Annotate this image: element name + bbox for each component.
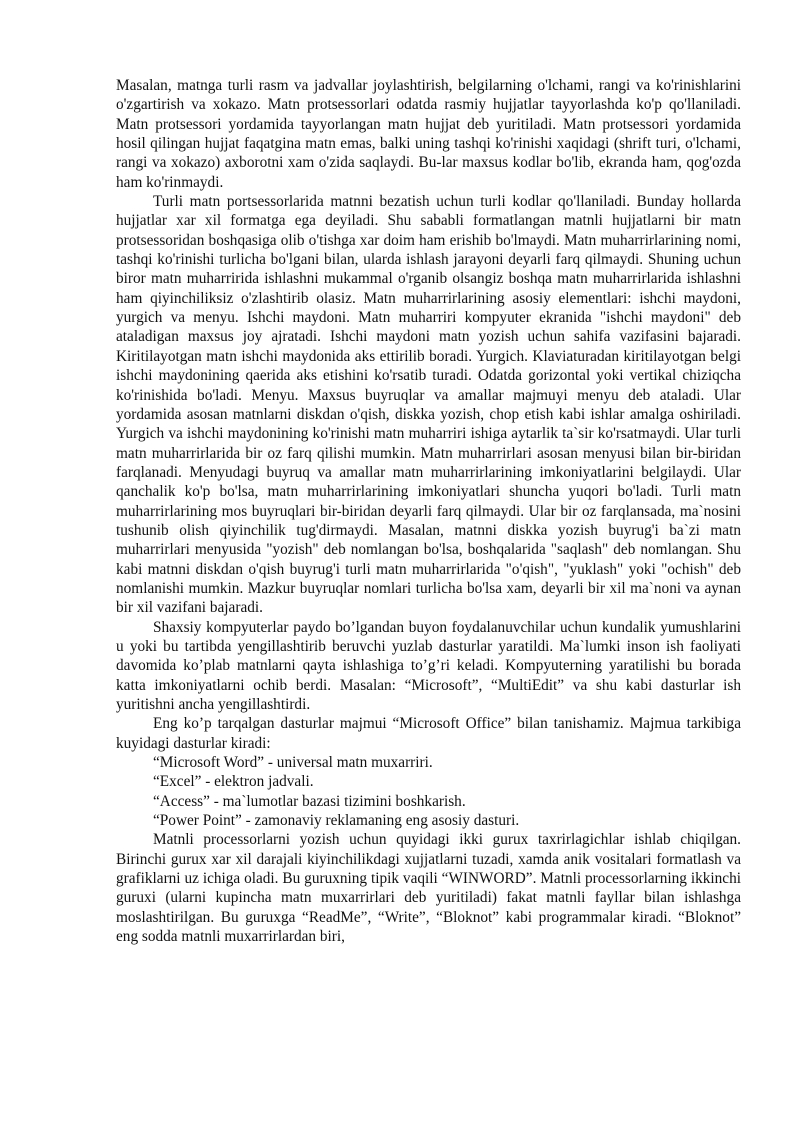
paragraph-intro-continuation: Masalan, matnga turli rasm va jadvallar joylashtirish, belgilarning o'lchami, rangi va ko'rinishlarini o'zgartirish va xokazo. Matn protsessorlari odatda rasmiy hujjatlar tayyorlashda ko'p qo'llaniladi. Matn protsessori yordamida tayyorlangan matn hujjat deb yuritiladi. Matn protsessori yordamida hosil qilingan hujjat faqatgina matn emas, balki uning tashqi ko'rinishi xaqidagi (shrift turi, o'lchami, rangi va xokazo) axborotni xam o'zida saqlaydi. Bu-lar maxsus kodlar bo'lib, ekranda ham, qog'ozda ham ko'rinmaydi. — [116, 77, 741, 191]
list-item-access: “Access” - ma`lumotlar bazasi tizimini boshkarish. — [153, 792, 466, 810]
paragraph-personal-computers: Shaxsiy kompyuterlar paydo bo’lgandan buyon foydalanuvchilar uchun kundalik yumushlarini u yoki bu tartibda yengillashtirib beruvchi yuzlab dasturlar yaratildi. Ma`lumki inson ish faoliyati davomida ko’plab matnlarni qayta ishlashiga to’g’ri keladi. Kompyuterning yaratilishi bu borada katta imkoniyatlarni ochib berdi. Masalan: “Microsoft”, “MultiEdit” va shu kabi dasturlar ish yuritishni ancha yengillashtirdi. — [116, 618, 741, 713]
list-item-powerpoint: “Power Point” - zamonaviy reklamaning eng asosiy dasturi. — [153, 812, 520, 830]
document-body — [116, 76, 741, 946]
paragraph-editor-elements: Turli matn portsessorlarida matnni bezatish uchun turli kodlar qo'llaniladi. Bunday hollarda hujjatlar xar xil formatga ega deyiladi. Shu sababli formatlangan matnli hujjatlarni bir matn protsessoridan boshqasiga olib o'tishga xar doim ham erishib bo'lmaydi. Matn muharrirlarining nomi, tashqi ko'rinishi turlicha bo'lgani bilan, ularda ishlash jarayoni deyarli farq qilmaydi. Shuning uchun biror matn muharririda ishlashni mukammal o'rganib olsangiz boshqa matn muharrirlarida ishlashni ham qiyinchiliksiz o'zlashtirib olasiz. Matn muharrirlarining asosiy elementlari: ishchi maydoni, yurgich va menyu. Ishchi maydoni. Matn muharriri kompyuter ekranida "ishchi maydoni" deb ataladigan maxsus joy ajratadi. Ishchi maydoni matn yozish uchun sahifa vazifasini bajaradi. Kiritilayotgan matn ishchi maydonida aks ettirilib boradi. Yurgich. Klaviaturadan kiritilayotgan belgi ishchi maydonining qaerida aks etishini ko'rsatib turadi. Odatda gorizontal yoki vertikal chiziqcha ko'rinishida bo'ladi. Menyu. Maxsus buyruqlar va amallar majmuyi menyu deb ataladi. Ular yordamida asosan matnlarni diskdan o'qish, diskka yozish, chop etish kabi ishlar amalga oshiriladi. Yurgich va ishchi maydonining ko'rinishi matn muharriri ishiga aytarlik ta`sir ko'rsatmaydi. Ular turli matn muharrirlarida bir oz farq qilishi mumkin. Matn muharrirlari asosan menyusi bilan bir-biridan farqlanadi. Menyudagi buyruq va amallar matn muharrirlarining imkoniyatlarini belgilaydi. Ular qanchalik ko'p bo'lsa, matn muharrirlarining imkoniyatlari shuncha yuqori bo'ladi. Turli matn muharrirlarining mos buyruqlari bir-biridan deyarli farq qilmaydi. Ular bir oz farqlansada, ma`nosini tushunib olish qiyinchilik tug'dirmaydi. Masalan, matnni diskka yozish buyrug'i ba`zi matn muharrirlari menyusida "yozish" deb nomlangan bo'lsa, boshqalarida "saqlash" deb nomlangan. Shu kabi matnni diskdan o'qish buyrug'i turli matn muharrirlarida "o'qish", "yuklash" yoki "ochish" deb nomlanishi mumkin. Mazkur buyruqlar nomlari turlicha bo'lsa xam, deyarli bir xil ma`noni va aynan bir xil vazifani bajaradi. — [116, 193, 741, 617]
list-item-excel: “Excel” - elektron jadvali. — [153, 773, 314, 791]
paragraph-editor-groups: Matnli processorlarni yozish uchun quyidagi ikki gurux taxrirlagichlar ishlab chiqilgan. Birinchi gurux xar xil darajali kiyinchilikdagi xujjatlarni tuzadi, xamda anik vositalari formatlash va grafiklarni uz ichiga oladi. Bu guruxning tipik vaqili “WINWORD”. Matnli processorlarning ikkinchi guruxi (ularni kupincha matn muxarrirlari deb yuritiladi) fakat matnli fayllar bilan ishlashga moslashtirilgan. Bu guruxga “ReadMe”, “Write”, “Bloknot” kabi programmalar kiradi. “Bloknot” eng sodda matnli muxarrirlardan biri, — [116, 831, 741, 946]
list-item-word: “Microsoft Word” - universal matn muxarriri. — [153, 754, 433, 772]
paragraph-office-suite: Eng ko’p tarqalgan dasturlar majmui “Microsoft Office” bilan tanishamiz. Majmua tarkibiga kuyidagi dasturlar kiradi: — [116, 715, 741, 752]
